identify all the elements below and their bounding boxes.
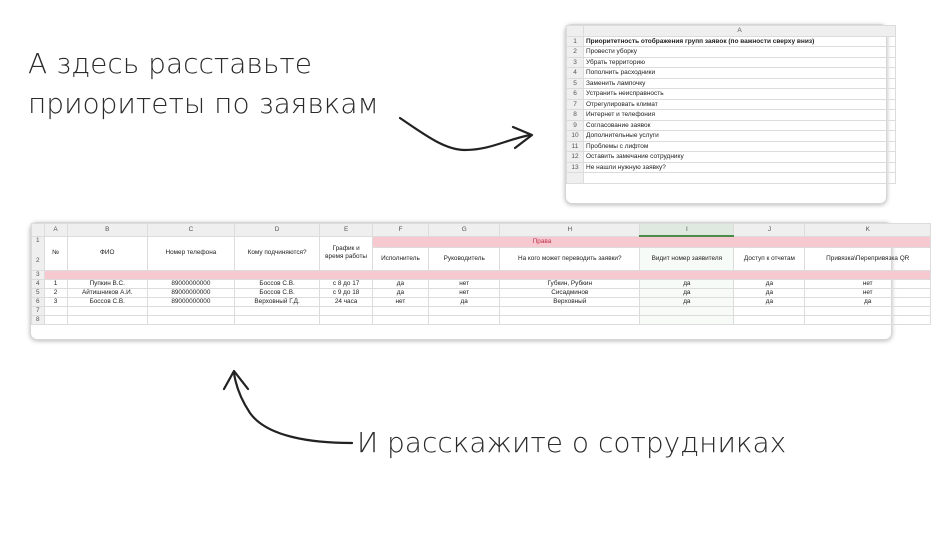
row-header[interactable]: 5: [32, 289, 45, 298]
table-cell[interactable]: [234, 316, 320, 325]
separator-row[interactable]: [44, 271, 930, 280]
column-header-g[interactable]: G: [429, 224, 500, 237]
table-cell[interactable]: Верховный: [500, 298, 640, 307]
table-cell[interactable]: нет: [372, 298, 428, 307]
table-cell[interactable]: да: [734, 289, 805, 298]
header-supervisor[interactable]: Руководитель: [429, 248, 500, 271]
table-cell[interactable]: Сисадминов: [500, 289, 640, 298]
header-transfer-to[interactable]: На кого может переводить заявки?: [500, 248, 640, 271]
priority-cell[interactable]: Убрать территорию: [584, 57, 896, 68]
row-header[interactable]: 1: [567, 36, 584, 47]
priority-cell[interactable]: Интернет и телефония: [584, 110, 896, 121]
row-header[interactable]: 8: [32, 316, 45, 325]
header-fio[interactable]: ФИО: [67, 236, 147, 271]
row-header[interactable]: 2: [567, 47, 584, 58]
table-cell[interactable]: [805, 316, 931, 325]
row-header[interactable]: 8: [567, 110, 584, 121]
table-cell[interactable]: [44, 307, 67, 316]
header-reports-access[interactable]: Доступ к отчетам: [734, 248, 805, 271]
header-phone[interactable]: Номер телефона: [148, 236, 235, 271]
header-executor[interactable]: Исполнитель: [372, 248, 428, 271]
table-cell[interactable]: Айтишников А.И.: [67, 289, 147, 298]
rights-group-header[interactable]: Права: [372, 236, 930, 248]
table-cell[interactable]: [148, 307, 235, 316]
table-row[interactable]: [32, 298, 931, 307]
table-cell[interactable]: да: [429, 298, 500, 307]
table-cell[interactable]: Боссов С.В.: [234, 289, 320, 298]
row-header[interactable]: 11: [567, 141, 584, 152]
table-cell[interactable]: [372, 307, 428, 316]
table-row[interactable]: [32, 280, 931, 289]
table-cell[interactable]: нет: [429, 280, 500, 289]
priority-cell[interactable]: Дополнительные услуги: [584, 131, 896, 142]
table-cell[interactable]: нет: [429, 289, 500, 298]
table-cell[interactable]: да: [640, 289, 734, 298]
sheet-corner[interactable]: [32, 224, 45, 237]
table-cell[interactable]: 1: [44, 280, 67, 289]
column-header-d[interactable]: D: [234, 224, 320, 237]
employees-spreadsheet: [30, 222, 910, 340]
column-header-e[interactable]: E: [320, 224, 372, 237]
table-row[interactable]: [32, 307, 931, 316]
row-header[interactable]: [567, 173, 584, 184]
employees-caption: И расскажите о сотрудниках: [357, 426, 787, 459]
table-cell[interactable]: Боссов С.В.: [234, 280, 320, 289]
table-cell[interactable]: [320, 316, 372, 325]
priorities-caption: [28, 44, 408, 124]
priority-cell[interactable]: Устранить неисправность: [584, 89, 896, 100]
table-cell[interactable]: нет: [805, 280, 931, 289]
table-cell[interactable]: да: [640, 280, 734, 289]
column-header-b[interactable]: B: [67, 224, 147, 237]
priority-cell[interactable]: Заменить лампочку: [584, 78, 896, 89]
column-header-a[interactable]: A: [584, 26, 896, 37]
priority-cell[interactable]: Отрегулировать климат: [584, 99, 896, 110]
table-cell[interactable]: 24 часа: [320, 298, 372, 307]
row-header[interactable]: 3: [32, 271, 45, 280]
table-cell[interactable]: [640, 316, 734, 325]
table-cell[interactable]: [148, 316, 235, 325]
priorities-spreadsheet: [565, 24, 887, 204]
table-cell[interactable]: 3: [44, 298, 67, 307]
table-cell[interactable]: [640, 307, 734, 316]
column-header-h[interactable]: H: [500, 224, 640, 237]
priorities-caption-line-2: приоритеты по заявкам: [28, 87, 379, 120]
table-cell[interactable]: 89000000000: [148, 280, 235, 289]
header-qr-binding[interactable]: Привязка\Перепривязка QR: [805, 248, 931, 271]
table-cell[interactable]: да: [372, 280, 428, 289]
table-cell[interactable]: [429, 316, 500, 325]
table-cell[interactable]: Верховный Г.Д.: [234, 298, 320, 307]
row-header[interactable]: 5: [567, 78, 584, 89]
row-header[interactable]: 13: [567, 162, 584, 173]
header-schedule[interactable]: График и время работы: [320, 236, 372, 271]
column-header-k[interactable]: K: [805, 224, 931, 237]
table-row[interactable]: [32, 316, 931, 325]
row-number: 2: [35, 256, 40, 264]
table-cell[interactable]: [805, 307, 931, 316]
table-cell[interactable]: Пупкин В.С.: [67, 280, 147, 289]
table-cell[interactable]: [44, 316, 67, 325]
column-header-j[interactable]: J: [734, 224, 805, 237]
priority-cell[interactable]: Согласование заявок: [584, 120, 896, 131]
table-cell[interactable]: да: [805, 298, 931, 307]
row-header[interactable]: 7: [32, 307, 45, 316]
table-cell[interactable]: [734, 307, 805, 316]
column-header-a[interactable]: A: [44, 224, 67, 237]
table-cell[interactable]: [500, 316, 640, 325]
table-cell[interactable]: да: [372, 289, 428, 298]
priority-cell[interactable]: Приоритетность отображения групп заявок (по важности сверху вниз): [584, 36, 896, 47]
table-cell[interactable]: да: [640, 298, 734, 307]
table-cell[interactable]: [500, 307, 640, 316]
priority-cell[interactable]: Пополнить расходники: [584, 68, 896, 79]
row-header[interactable]: 4: [32, 280, 45, 289]
row-header[interactable]: 4: [567, 68, 584, 79]
priority-cell[interactable]: Оставить замечание сотруднику: [584, 152, 896, 163]
column-header-i[interactable]: I: [640, 224, 734, 237]
row-header[interactable]: 12: [567, 152, 584, 163]
row-header[interactable]: 9: [567, 120, 584, 131]
column-header-f[interactable]: F: [372, 224, 428, 237]
table-cell[interactable]: [234, 307, 320, 316]
sheet-corner[interactable]: [567, 26, 584, 37]
table-row[interactable]: [32, 289, 931, 298]
table-cell[interactable]: да: [734, 298, 805, 307]
row-header[interactable]: 7: [567, 99, 584, 110]
table-cell[interactable]: 2: [44, 289, 67, 298]
column-header-c[interactable]: C: [148, 224, 235, 237]
priority-cell[interactable]: Провести уборку: [584, 47, 896, 58]
row-number: 1: [35, 236, 40, 244]
priority-cell[interactable]: [584, 173, 896, 184]
row-header[interactable]: 6: [32, 298, 45, 307]
row-header[interactable]: [32, 236, 45, 271]
table-cell[interactable]: [429, 307, 500, 316]
header-sees-phone[interactable]: Видит номер заявителя: [640, 248, 734, 271]
table-cell[interactable]: да: [734, 280, 805, 289]
header-number[interactable]: №: [44, 236, 67, 271]
header-manager[interactable]: Кому подчиняются?: [234, 236, 320, 271]
row-header[interactable]: 6: [567, 89, 584, 100]
table-cell[interactable]: [67, 316, 147, 325]
row-header[interactable]: 10: [567, 131, 584, 142]
priority-cell[interactable]: Проблемы с лифтом: [584, 141, 896, 152]
table-cell[interactable]: Губкин, Рубкин: [500, 280, 640, 289]
priorities-caption-line-1: А здесь расставьте: [28, 47, 312, 80]
table-cell[interactable]: [734, 316, 805, 325]
table-cell[interactable]: нет: [805, 289, 931, 298]
table-cell[interactable]: с 9 до 18: [320, 289, 372, 298]
table-cell[interactable]: 89000000000: [148, 298, 235, 307]
table-cell[interactable]: [67, 307, 147, 316]
row-header[interactable]: 3: [567, 57, 584, 68]
table-cell[interactable]: с 8 до 17: [320, 280, 372, 289]
table-cell[interactable]: Боссов С.В.: [67, 298, 147, 307]
table-cell[interactable]: [320, 307, 372, 316]
arrow-to-employees-icon: [222, 365, 357, 450]
priority-cell[interactable]: Не нашли нужную заявку?: [584, 162, 896, 173]
arrow-to-priorities-icon: [395, 110, 545, 170]
table-cell[interactable]: 89000000000: [148, 289, 235, 298]
table-cell[interactable]: [372, 316, 428, 325]
